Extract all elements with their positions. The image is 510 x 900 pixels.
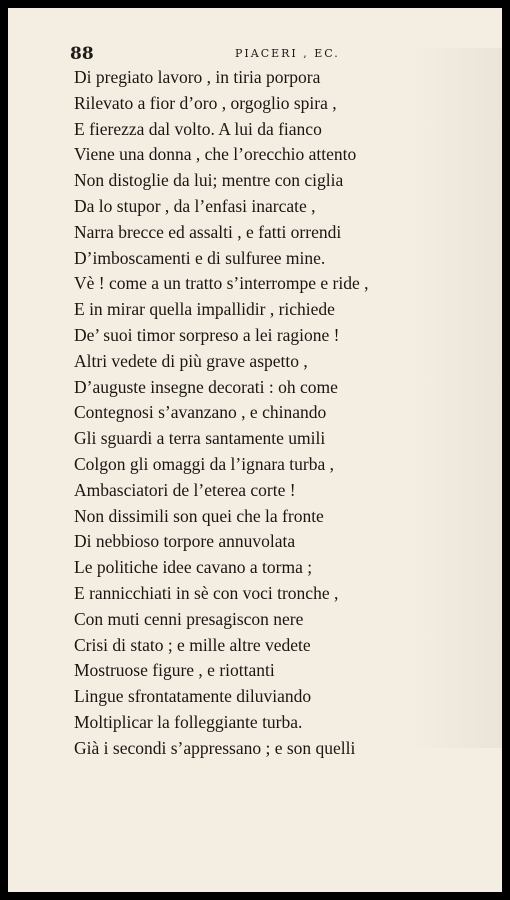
verse-line: E in mirar quella impallidir , richiede xyxy=(74,299,335,320)
verse-line: De’ suoi timor sorpreso a lei ragione ! xyxy=(74,324,340,345)
verse-line: D’imboscamenti e di sulfuree mine. xyxy=(74,247,326,268)
verse-line: Le politiche idee cavano a torma ; xyxy=(74,557,313,578)
verse-line: E rannicchiati in sè con voci tronche , xyxy=(74,582,339,603)
verse-line: Già i secondi s’appressano ; e son quelli xyxy=(74,737,356,758)
verse-line: Da lo stupor , da l’enfasi inarcate , xyxy=(74,195,316,216)
verse-line: E fierezza dal volto. A lui da fianco xyxy=(74,118,322,139)
verse-line: Di pregiato lavoro , in tiria porpora xyxy=(74,67,321,87)
verse-text xyxy=(74,65,474,762)
verse-line: Rilevato a fior d’oro , orgoglio spira , xyxy=(74,92,337,113)
page-header xyxy=(70,44,450,66)
book-page xyxy=(8,8,502,892)
verse-line: Non dissimili son quei che la fronte xyxy=(74,505,324,526)
verse-line: Colgon gli omaggi da l’ignara turba , xyxy=(74,453,335,474)
verse-line: Gli sguardi a terra santamente umili xyxy=(74,428,326,449)
verse-line: Lingue sfrontatamente diluviando xyxy=(74,686,312,707)
verse-line: Altri vedete di più grave aspetto , xyxy=(74,350,308,371)
verse-line: Crisi di stato ; e mille altre vedete xyxy=(74,634,311,655)
verse-line: Di nebbioso torpore annuvolata xyxy=(74,531,296,552)
verse-line: Viene una donna , che l’orecchio attento xyxy=(74,144,357,165)
verse-line: Vè ! come a un tratto s’interrompe e ride , xyxy=(74,273,369,294)
verse-line: Moltiplicar la folleggiante turba. xyxy=(74,711,303,732)
verse-line: Ambasciatori de l’eterea corte ! xyxy=(74,479,296,500)
verse-line: D’auguste insegne decorati : oh come xyxy=(74,376,338,397)
verse-line: Con muti cenni presagiscon nere xyxy=(74,608,304,629)
page-number: 88 xyxy=(70,44,94,64)
running-head: PIACERI , EC. xyxy=(235,47,340,60)
verse-line: Mostruose figure , e riottanti xyxy=(74,660,275,681)
verse-line: Contegnosi s’avanzano , e chinando xyxy=(74,402,327,423)
verse-line: Non distoglie da lui; mentre con ciglia xyxy=(74,170,344,191)
verse-line: Narra brecce ed assalti , e fatti orrendi xyxy=(74,221,342,242)
